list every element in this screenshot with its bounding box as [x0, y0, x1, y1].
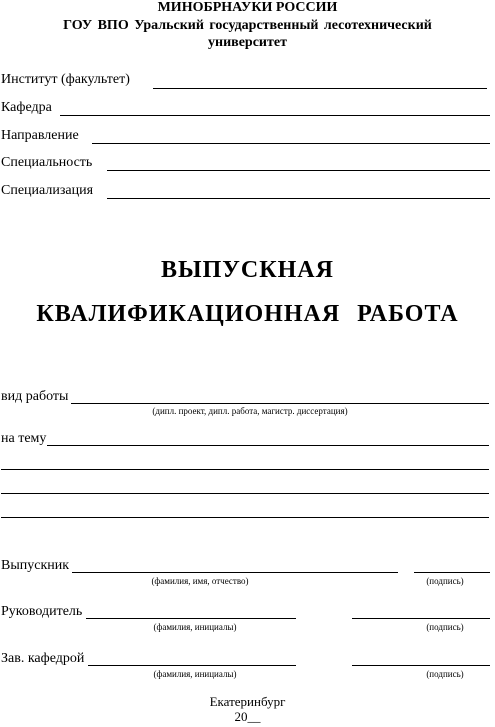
topic-line-4[interactable]	[1, 517, 489, 518]
supervisor-label: Руководитель	[1, 604, 83, 619]
supervisor-name-caption: (фамилия, инициалы)	[153, 622, 237, 632]
supervisor-signature-line[interactable]	[352, 618, 490, 619]
department-line[interactable]	[60, 115, 490, 116]
head-signature-caption: (подпись)	[426, 669, 464, 679]
university-name-line1: ГОУ ВПО Уральский государственный лесотехнический	[63, 18, 432, 33]
graduate-name-caption: (фамилия, имя, отчество)	[151, 576, 249, 586]
work-kind-line[interactable]	[71, 403, 489, 404]
topic-label: на тему	[1, 431, 47, 446]
head-signature-line[interactable]	[352, 665, 490, 666]
graduate-signature-caption: (подпись)	[426, 576, 464, 586]
topic-line-2[interactable]	[1, 469, 489, 470]
footer-year: 20__	[234, 709, 261, 724]
work-kind-caption: (дипл. проект, дипл. работа, магистр. диссертация)	[152, 406, 348, 416]
department-label: Кафедра	[1, 100, 52, 115]
work-kind-label: вид работы	[1, 389, 69, 404]
footer-city: Екатеринбург	[209, 694, 286, 709]
head-name-caption: (фамилия, инициалы)	[153, 669, 237, 679]
university-name-line2: университет	[208, 35, 287, 50]
direction-line[interactable]	[92, 143, 490, 144]
head-name-line[interactable]	[88, 665, 296, 666]
graduate-signature-line[interactable]	[414, 572, 490, 573]
graduate-label: Выпускник	[1, 558, 70, 573]
supervisor-name-line[interactable]	[86, 618, 296, 619]
topic-line[interactable]	[47, 445, 489, 446]
specialization-label: Специализация	[1, 183, 94, 198]
specialty-line[interactable]	[107, 170, 490, 171]
title-line2: КВАЛИФИКАЦИОННАЯ РАБОТА	[36, 301, 459, 327]
topic-line-3[interactable]	[1, 493, 489, 494]
specialty-label: Специальность	[1, 155, 93, 170]
graduate-name-line[interactable]	[72, 572, 398, 573]
institute-label: Институт (факультет)	[1, 72, 130, 87]
direction-label: Направление	[1, 128, 79, 143]
institute-line[interactable]	[153, 88, 487, 89]
ministry-name: МИНОБРНАУКИ РОССИИ	[157, 0, 338, 15]
supervisor-signature-caption: (подпись)	[426, 622, 464, 632]
specialization-line[interactable]	[107, 198, 490, 199]
head-label: Зав. кафедрой	[1, 651, 85, 666]
title-line1: ВЫПУСКНАЯ	[161, 257, 334, 283]
